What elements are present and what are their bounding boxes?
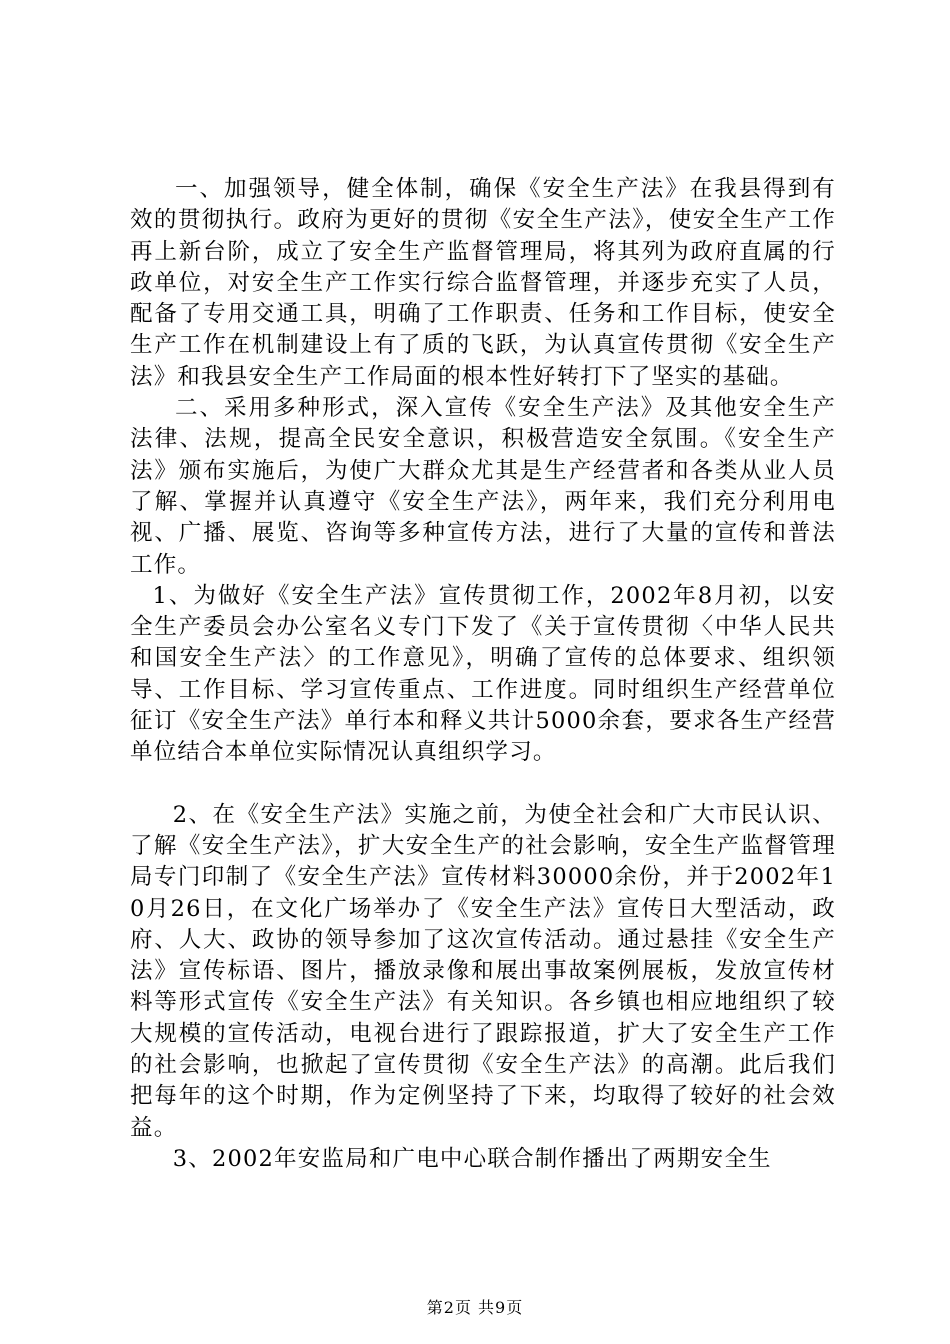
page-number-footer: 第2页 共9页 [426, 1298, 524, 1317]
paragraph-item-2: 2、在《安全生产法》实施之前，为使全社会和广大市民认识、了解《安全生产法》，扩大安全生产的社会影响，安全生产监督管理局专门印制了《安全生产法》宣传材料30000余份，并于2002年10月26日，在文化广场举办了《安全生产法》宣传日大型活动，政府、人大、政协的领导参加了这次宣传活动。通过悬挂《安全生产法》宣传标语、图片，播放录像和展出事故案例展板，发放宣传材料等形式宣传《安全生产法》有关知识。各乡镇也相应地组织了较大规模的宣传活动，电视台进行了跟踪报道，扩大了安全生产工作的社会影响，也掀起了宣传贯彻《安全生产法》的高潮。此后我们把每年的这个时期，作为定例坚持了下来，均取得了较好的社会效益。 [130, 801, 836, 1141]
paragraph-item-3: 3、2002年安监局和广电中心联合制作播出了两期安全生 [172, 1145, 772, 1172]
paragraph-leadership: 一、加强领导，健全体制，确保《安全生产法》在我县得到有效的贯彻执行。政府为更好的贯彻《安全生产法》，使安全生产工作再上新台阶，成立了安全生产监督管理局，将其列为政府直属的行政单位，对安全生产工作实行综合监督管理，并逐步充实了人员，配备了专用交通工具，明确了工作职责、任务和工作目标，使安全生产工作在机制建设上有了质的飞跃，为认真宣传贯彻《安全生产法》和我县安全生产工作局面的根本性好转打下了坚实的基础。 [130, 176, 836, 390]
document-body [130, 174, 836, 1175]
paragraph-item-1: 1、为做好《安全生产法》宣传贯彻工作，2002年8月初，以安全生产委员会办公室名义专门下发了《关于宣传贯彻〈中华人民共和国安全生产法〉的工作意见》，明确了宣传的总体要求、组织领导、工作目标、学习宣传重点、工作进度。同时组织生产经营单位征订《安全生产法》单行本和释义共计5000余套，要求各生产经营单位结合本单位实际情况认真组织学习。 [130, 582, 836, 766]
paragraph-publicity-forms: 二、采用多种形式，深入宣传《安全生产法》及其他安全生产法律、法规，提高全民安全意识，积极营造安全氛围。《安全生产法》颁布实施后，为使广大群众尤其是生产经营者和各类从业人员了解、掌握并认真遵守《安全生产法》，两年来，我们充分利用电视、广播、展览、咨询等多种宣传方法，进行了大量的宣传和普法工作。 [130, 395, 836, 578]
